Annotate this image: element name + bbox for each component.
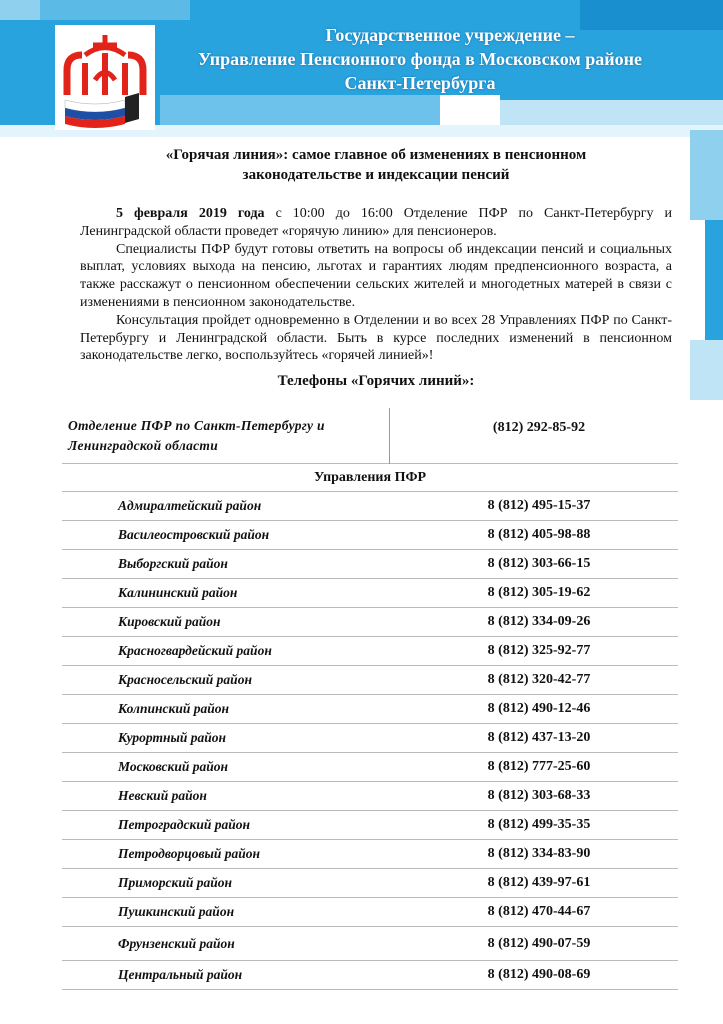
- district-name: Приморский район: [118, 875, 232, 890]
- district-name: Центральный район: [118, 967, 243, 982]
- district-name: Василеостровский район: [118, 527, 270, 542]
- district-name: Выборгский район: [118, 556, 228, 571]
- phones-heading: Телефоны «Горячих линий»:: [277, 373, 475, 390]
- phones-table: [62, 408, 678, 990]
- table-row: [62, 840, 678, 869]
- district-phone: 8 (812) 334-83-90: [487, 846, 591, 861]
- table-row: [62, 579, 678, 608]
- event-date: 5 февраля 2019 года: [116, 206, 265, 221]
- district-phone: 8 (812) 405-98-88: [487, 527, 591, 542]
- district-phone: 8 (812) 777-25-60: [487, 759, 591, 774]
- article-title-line2: законодательстве и индексации пенсий: [242, 167, 510, 183]
- header-line2: Управление Пенсионного фонда в Московском районе: [198, 49, 642, 69]
- table-row: [62, 753, 678, 782]
- district-name: Московский район: [118, 759, 228, 774]
- district-name: Петродворцовый район: [118, 846, 260, 861]
- district-phone: 8 (812) 303-66-15: [487, 556, 591, 571]
- district-name: Адмиралтейский район: [118, 498, 262, 513]
- district-phone: 8 (812) 303-68-33: [487, 788, 591, 803]
- district-phone: 8 (812) 490-12-46: [487, 701, 591, 716]
- district-phone: 8 (812) 320-42-77: [487, 672, 591, 687]
- paragraph-consultation: Консультация пройдет одновременно в Отделении и во всех 28 Управлениях ПФР по Санкт-Петербургу и Ленинградской области. Быть в курсе последних изменений в пенсионном законодательстве легко, воспользуйтесь «горячей линией»!: [80, 312, 672, 364]
- district-name: Колпинский район: [118, 701, 229, 716]
- table-row: [62, 550, 678, 579]
- district-name: Пушкинский район: [118, 904, 235, 919]
- article: [80, 145, 672, 390]
- table-row: [62, 869, 678, 898]
- office-name: Отделение ПФР по Санкт-Петербургу и Ленинградской области: [62, 408, 390, 464]
- header-line3: Санкт-Петербурга: [344, 73, 496, 93]
- pfr-logo: [55, 25, 155, 130]
- district-name: Курортный район: [118, 730, 226, 745]
- paragraph-date: [80, 205, 672, 241]
- paragraph-date-text: с 10:00 до 16:00 Отделение ПФР по Санкт-Петербургу и Ленинградской области проведет «горячую линию» для пенсионеров.: [80, 206, 672, 239]
- district-name: Невский район: [118, 788, 207, 803]
- table-row: [62, 492, 678, 521]
- district-name: Красногвардейский район: [118, 643, 272, 658]
- district-name: Красносельский район: [118, 672, 252, 687]
- header-line1: Государственное учреждение –: [325, 25, 575, 45]
- district-phone: 8 (812) 499-35-35: [487, 817, 591, 832]
- table-row: [62, 724, 678, 753]
- district-phone: 8 (812) 490-08-69: [487, 967, 591, 982]
- table-row: [62, 608, 678, 637]
- table-row: [62, 521, 678, 550]
- district-name: Фрунзенский район: [118, 935, 235, 951]
- district-phone: 8 (812) 334-09-26: [487, 614, 591, 629]
- table-row: [62, 927, 678, 961]
- table-row-main-office: [62, 408, 678, 464]
- district-phone: 8 (812) 490-07-59: [487, 935, 591, 951]
- table-row: [62, 961, 678, 990]
- district-phone: 8 (812) 305-19-62: [487, 585, 591, 600]
- district-phone: 8 (812) 325-92-77: [487, 643, 591, 658]
- office-phone: (812) 292-85-92: [492, 420, 586, 435]
- paragraph-specialists: Специалисты ПФР будут готовы ответить на вопросы об индексации пенсий и социальных выплат, условиях выхода на пенсию, льготах и гарантиях людям предпенсионного возраста, а также расскажут о пенсионном обеспечении сельских жителей и многодетных матерей в связи с изменениями в пенсионном законодательстве.: [80, 241, 672, 310]
- article-title-line1: «Горячая линия»: самое главное об изменениях в пенсионном: [165, 147, 587, 163]
- table-row: [62, 637, 678, 666]
- section-heading: Управления ПФР: [62, 464, 678, 492]
- district-phone: 8 (812) 495-15-37: [487, 498, 591, 513]
- district-phone: 8 (812) 470-44-67: [487, 904, 591, 919]
- table-row: [62, 782, 678, 811]
- district-name: Калининский район: [118, 585, 238, 600]
- table-row: [62, 666, 678, 695]
- table-row: [62, 695, 678, 724]
- table-row: [62, 811, 678, 840]
- table-row: [62, 898, 678, 927]
- district-phone: 8 (812) 439-97-61: [487, 875, 591, 890]
- district-phone: 8 (812) 437-13-20: [487, 730, 591, 745]
- district-name: Кировский район: [118, 614, 221, 629]
- district-name: Петроградский район: [118, 817, 250, 832]
